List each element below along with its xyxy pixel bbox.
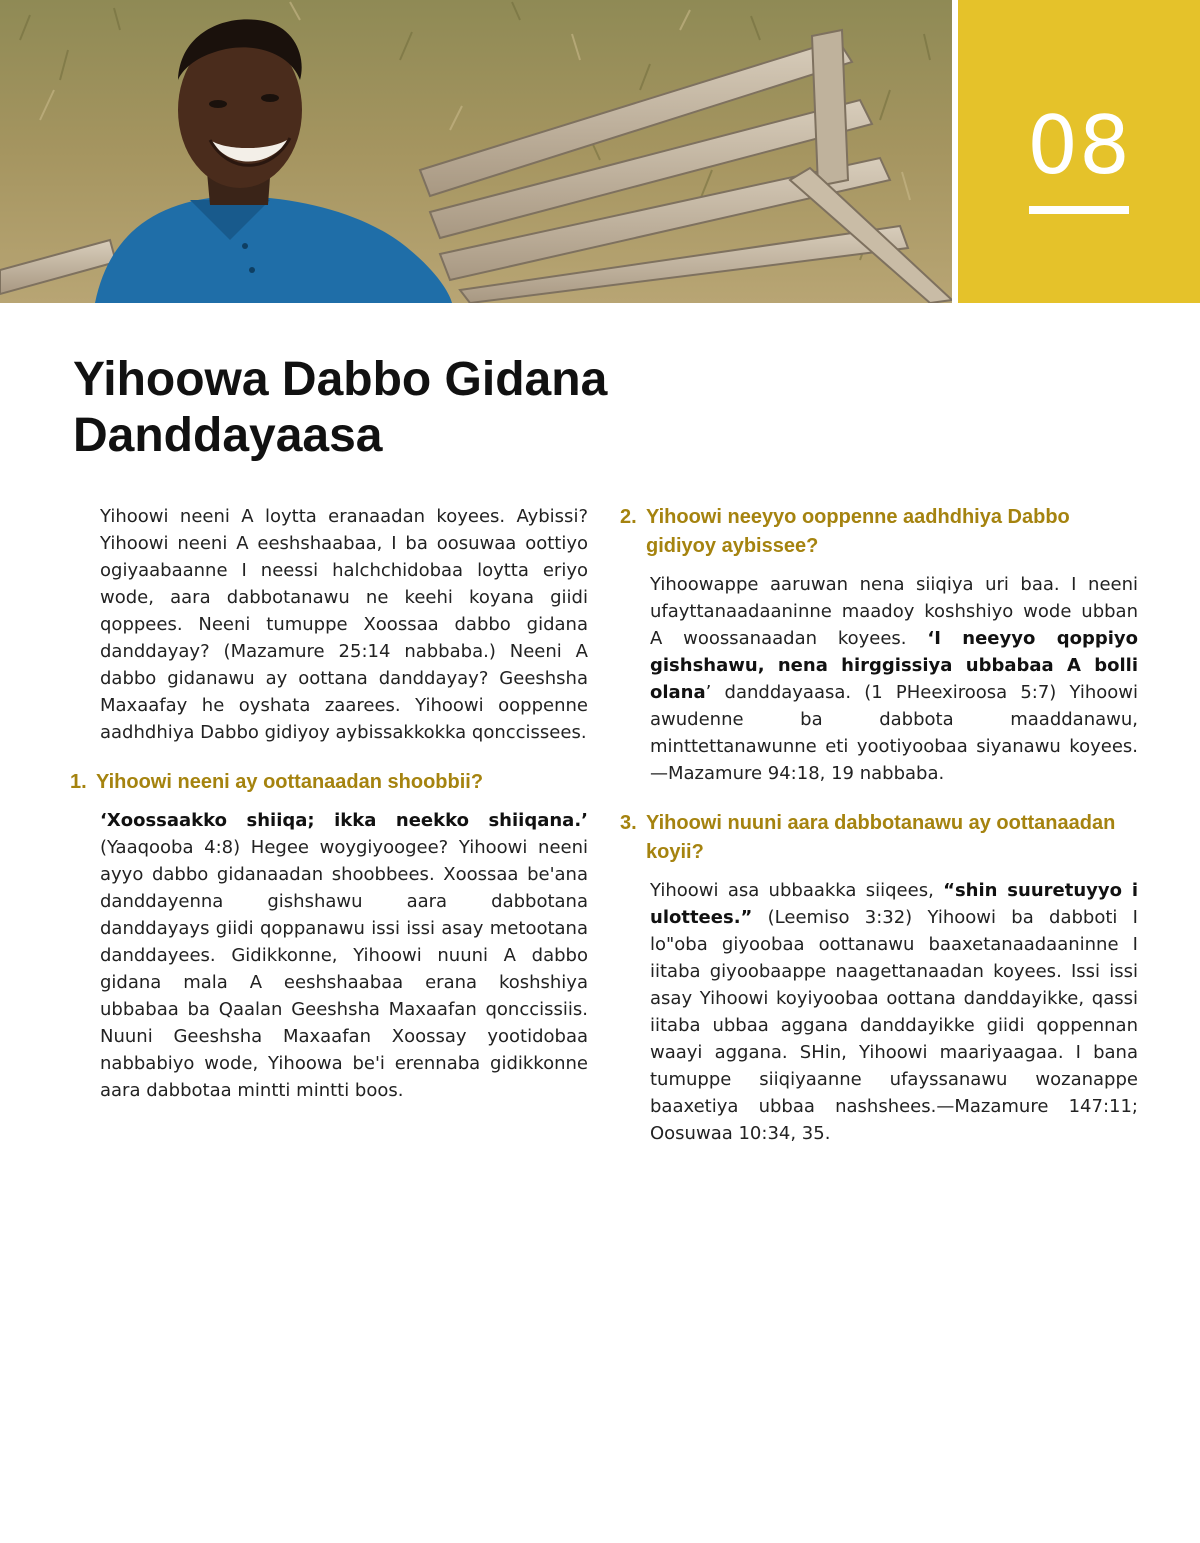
answer-3-body-start: Yihoowi asa ubbaakka siiqees, (650, 880, 944, 901)
question-1-text: Yihoowi neeni ay oottanaadan shoobbii? (96, 771, 484, 793)
question-2-text: Yihoowi neeyyo ooppenne aadhdhiya Dabbo gidiyoy aybissee? (646, 506, 1070, 557)
page-title-line2: Danddayaasa (73, 409, 383, 462)
intro-paragraph: Yihoowi neeni A loytta eranaadan koyees. Aybissi? Yihoowi neeni A eeshshaabaa, I ba oosuwaa oottiyo ogiyaabaanne I neessi halchchidobaa loytta eriyo wode, aara dabbotanawu ne keehi koyana giidi qoppees. Neeni tumuppe Xoossaa dabbo gidana danddayay? (Mazamure 25:14 nabbaba.) Neeni A dabbo gidanawu ay oottana danddayay? Geeshsha Maxaafay he oyshata zaarees. Yihoowi ooppenne aadhdhiya Dabbo gidiyoy aybissakkokka qonccissees. (100, 506, 588, 743)
question-1 (70, 768, 588, 797)
question-1-number: 1. (70, 771, 87, 793)
page-title (73, 352, 773, 464)
hero-photo (0, 0, 952, 303)
answer-2-paragraph (650, 571, 1138, 787)
question-3 (620, 809, 1138, 867)
answer-2-body-start: Yihoowappe aaruwan nena siiqiya uri baa. I neeni ufayttanaadaaninne maadoy koshshiyo wode ubban A woossanaadan koyees. (650, 574, 1138, 649)
right-column (620, 503, 1138, 1147)
chapter-underline (1029, 206, 1129, 214)
answer-2-body-end: ’ danddayaasa. (1 PHeexiroosa 5:7) Yihoowi awudenne ba dabbota maaddanawu, minttettanawunne eti yootiyoobaa siyanawu koyees.—Mazamure 94:18, 19 nabbaba. (650, 682, 1138, 784)
answer-3-scripture-quote: “shin suuretuyyo i ulottees.” (650, 880, 1138, 928)
question-3-text: Yihoowi nuuni aara dabbotanawu ay oottanaadan koyii? (646, 812, 1116, 863)
left-column (70, 503, 588, 1104)
question-3-number: 3. (620, 812, 637, 834)
chapter-number: 08 (1027, 99, 1131, 192)
page-title-line1: Yihoowa Dabbo Gidana (73, 353, 608, 406)
answer-1-scripture-quote: ‘Xoossaakko shiiqa; ikka neekko shiiqana.’ (100, 810, 588, 831)
answer-1-body: (Yaaqooba 4:8) Hegee woygiyoogee? Yihoowi neeni ayyo dabbo gidanaadan shoobbees. Xoossaa be'ana danddayenna gishshawu aara dabbotana danddayays giidi qoppanawu issi issi asay metootana danddayees. Gidikkonne, Yihoowi nuuni A dabbo gidana mala A eeshshaabaa erana koshshiya ubbabaa ba Qaalan Geeshsha Maxaafan qonccissiis. Nuuni Geeshsha Maxaafan Xoossay yootidobaa nabbabiyo wode, Yihoowa be'i erennaba gidikkonne aara dabbotaa mintti mintti boos. (100, 837, 588, 1101)
answer-1-paragraph (100, 807, 588, 1104)
answer-3-paragraph (650, 877, 1138, 1147)
chapter-badge (958, 0, 1200, 303)
question-2-number: 2. (620, 506, 637, 528)
answer-3-body-end: (Leemiso 3:32) Yihoowi ba dabboti I lo"oba giyoobaa oottanawu baaxetanaadaaninne I iitaba giyoobaappe naagettanaadan koyees. Issi issi asay Yihoowi koyiyoobaa oottana danddayikke, qassi iitaba ubbaa aggana danddayikke giidi qoppennan waayi aggana. SHin, Yihoowi maariyaagaa. I bana tumuppe siiqiyaanne ufayssanawu wozanappe baaxetiya ubbaa nashshees.—Mazamure 147:11; Oosuwaa 10:34, 35. (650, 907, 1138, 1144)
question-2 (620, 503, 1138, 561)
answer-2-scripture-quote: ‘I neeyyo qoppiyo gishshawu, nena hirggissiya ubbabaa A bolli olana (650, 628, 1138, 703)
